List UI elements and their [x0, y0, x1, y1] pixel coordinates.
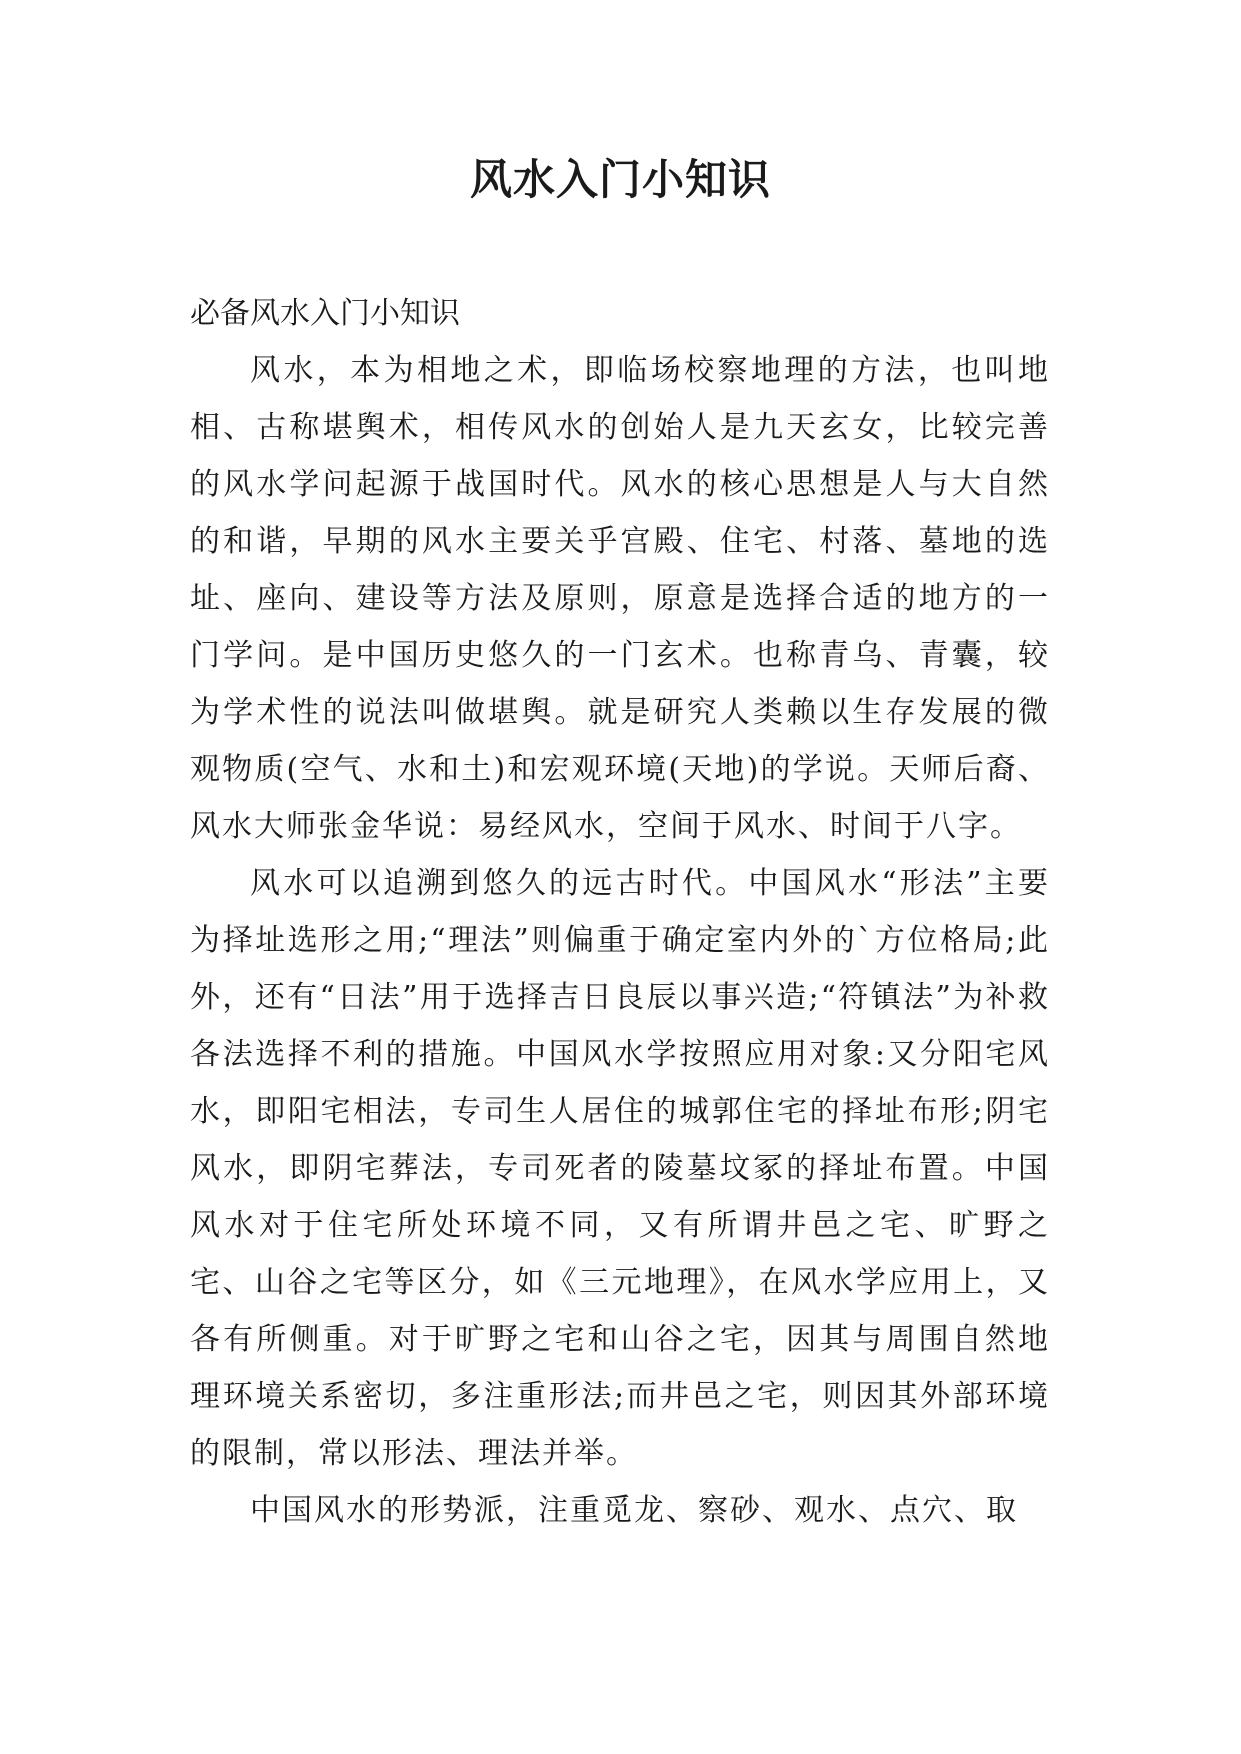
paragraph-2: 风水可以追溯到悠久的远古时代。中国风水“形法”主要为择址选形之用;“理法”则偏重于确定室内外的`方位格局;此外，还有“日法”用于选择吉日良辰以事兴造;“符镇法”为补救各法选择不利的措施。中国风水学按照应用对象:又分阳宅风水，即阳宅相法，专司生人居住的城郭住宅的择址布形;阴宅风水，即阴宅葬法，专司死者的陵墓坟冢的择址布置。中国风水对于住宅所处环境不同，又有所谓井邑之宅、旷野之宅、山谷之宅等区分，如《三元地理》，在风水学应用上，又各有所侧重。对于旷野之宅和山谷之宅，因其与周围自然地理环境关系密切，多注重形法;而井邑之宅，则因其外部环境的限制，常以形法、理法并举。 — [190, 866, 1050, 1471]
document-subtitle: 必备风水入门小知识 — [190, 296, 460, 331]
paragraph-1: 风水，本为相地之术，即临场校察地理的方法，也叫地相、古称堪舆术，相传风水的创始人是九天玄女，比较完善的风水学问起源于战国时代。风水的核心思想是人与大自然的和谐，早期的风水主要关乎宫殿、住宅、村落、墓地的选址、座向、建设等方法及原则，原意是选择合适的地方的一门学问。是中国历史悠久的一门玄术。也称青乌、青囊，较为学术性的说法叫做堪舆。就是研究人类赖以生存发展的微观物质(空气、水和土)和宏观环境(天地)的学说。天师后裔、风水大师张金华说：易经风水，空间于风水、时间于八字。 — [190, 353, 1050, 844]
document-body — [190, 285, 1050, 1539]
paragraph-3: 中国风水的形势派，注重觅龙、察砂、观水、点穴、取 — [250, 1493, 1018, 1528]
document-title: 风水入门小知识 — [469, 155, 771, 204]
